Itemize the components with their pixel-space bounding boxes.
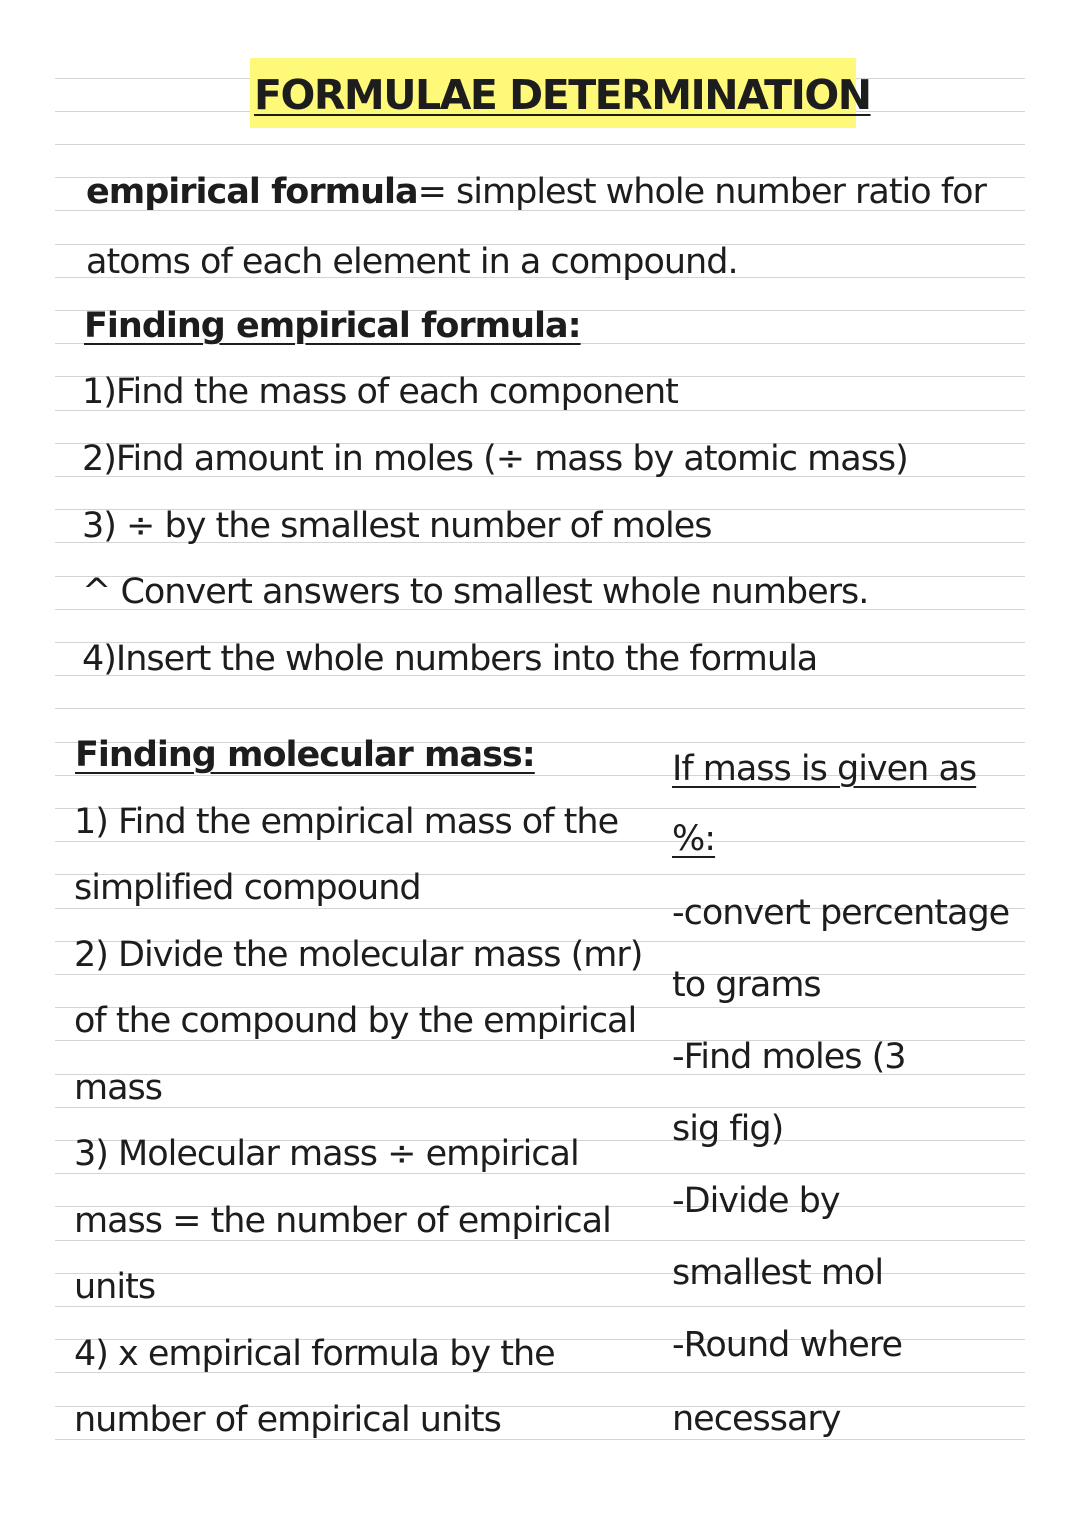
percent-line: -Find moles (3: [672, 1037, 906, 1077]
molecular-line: mass = the number of empirical: [74, 1201, 611, 1241]
percent-heading-line-1: If mass is given as: [672, 749, 977, 789]
rule-line: [55, 144, 1025, 145]
molecular-line: 3) Molecular mass ÷ empirical: [74, 1134, 579, 1174]
percent-line: sig fig): [672, 1109, 784, 1149]
empirical-definition-line-2: atoms of each element in a compound.: [86, 242, 738, 282]
rule-line: [55, 1107, 1025, 1108]
molecular-line: simplified compound: [74, 868, 421, 908]
percent-line: -convert percentage: [672, 893, 1010, 933]
molecular-line: 1) Find the empirical mass of the: [74, 802, 619, 842]
empirical-definition-text: = simplest whole number ratio for: [417, 172, 986, 212]
empirical-step-2: 2)Find amount in moles (÷ mass by atomic mass): [82, 439, 908, 479]
finding-empirical-heading: Finding empirical formula:: [84, 306, 581, 346]
empirical-term: empirical formula: [86, 172, 418, 212]
empirical-step-4: 4)Insert the whole numbers into the formula: [82, 639, 818, 679]
percent-heading-line-2: %:: [672, 819, 716, 859]
percent-line: smallest mol: [672, 1253, 884, 1293]
percent-line: necessary: [672, 1399, 841, 1439]
rule-line: [55, 708, 1025, 709]
percent-line: -Round where: [672, 1325, 902, 1365]
percent-line: to grams: [672, 965, 821, 1005]
molecular-line: of the compound by the empirical: [74, 1001, 637, 1041]
rule-line: [55, 1306, 1025, 1307]
molecular-line: units: [74, 1267, 156, 1307]
empirical-step-1: 1)Find the mass of each component: [82, 372, 678, 412]
empirical-definition-line-1: [86, 169, 986, 215]
percent-line: -Divide by: [672, 1181, 840, 1221]
molecular-line: 4) x empirical formula by the: [74, 1334, 555, 1374]
molecular-line: mass: [74, 1068, 163, 1108]
empirical-step-note: ^ Convert answers to smallest whole numbers.: [82, 572, 869, 612]
empirical-step-3: 3) ÷ by the smallest number of moles: [82, 506, 712, 546]
molecular-line: number of empirical units: [74, 1400, 501, 1440]
page-title: FORMULAE DETERMINATION: [254, 71, 871, 119]
molecular-line: 2) Divide the molecular mass (mr): [74, 935, 643, 975]
finding-molecular-heading: Finding molecular mass:: [75, 735, 535, 775]
